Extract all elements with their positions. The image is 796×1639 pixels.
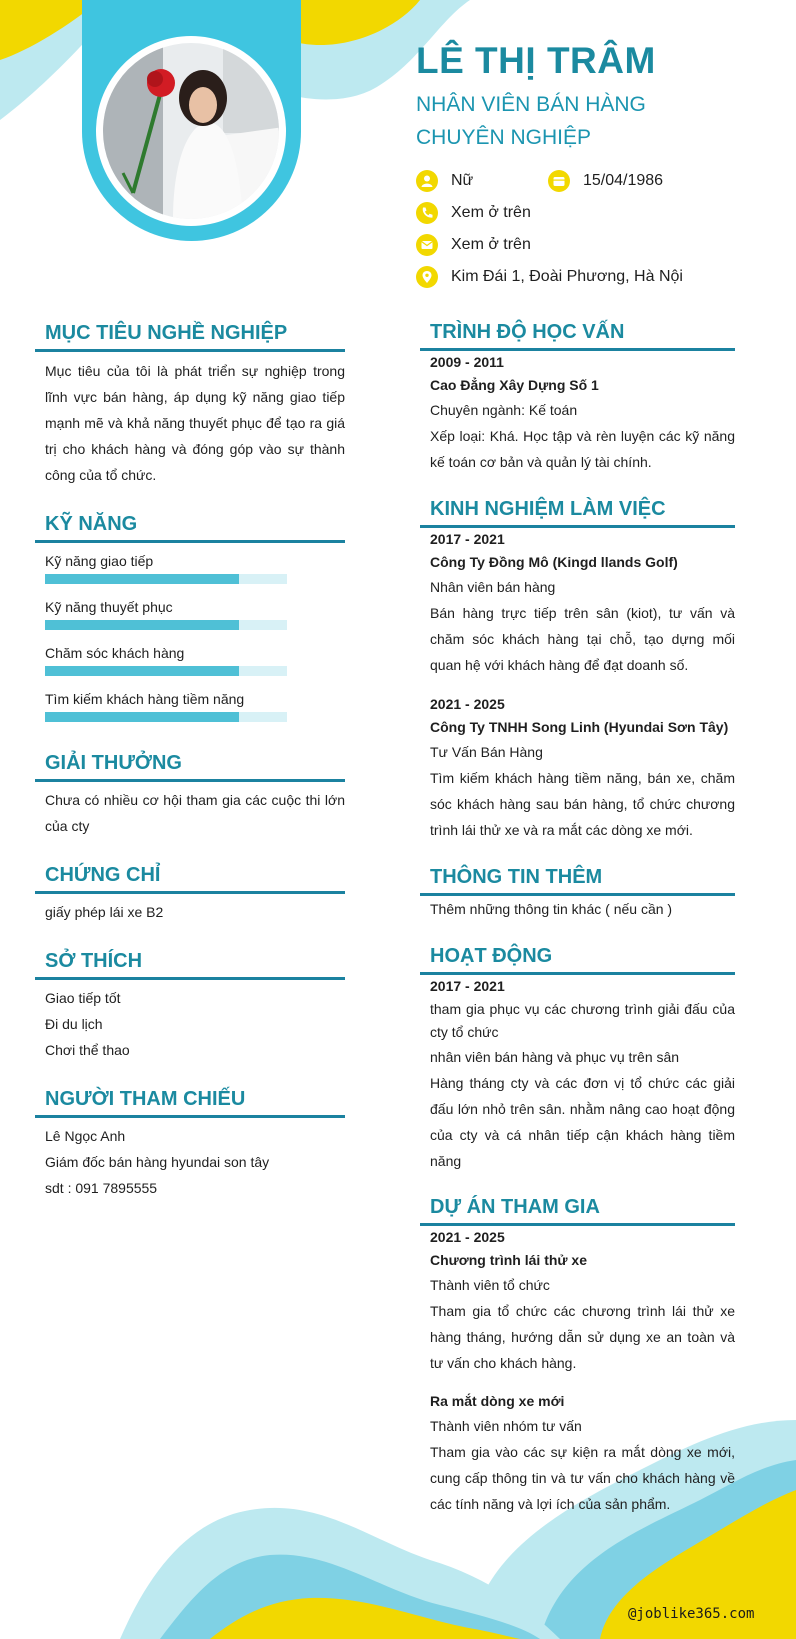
more-info-title: THÔNG TIN THÊM	[430, 866, 603, 888]
candidate-name: LÊ THỊ TRÂM	[416, 40, 656, 81]
mail-icon	[416, 234, 438, 256]
hobby-item: Đi du lịch	[45, 1016, 103, 1032]
experience-title: KINH NGHIỆM LÀM VIỆC	[430, 498, 666, 520]
activities-title: HOẠT ĐỘNG	[430, 945, 553, 967]
project-role: Thành viên nhóm tư vấn	[430, 1418, 582, 1434]
skill-label: Tìm kiếm khách hàng tiềm năng	[45, 691, 245, 707]
awards-rule	[35, 779, 345, 782]
objective-rule	[35, 349, 345, 352]
hobby-item: Giao tiếp tốt	[45, 990, 121, 1006]
education-period: 2009 - 2011	[430, 354, 504, 370]
experience-company: Công Ty TNHH Song Linh (Hyundai Sơn Tây)	[430, 719, 729, 735]
activity-name: tham gia phục vụ các chương trình giải đấu của cty tổ chức	[430, 1001, 735, 1040]
birthday-row	[548, 170, 663, 192]
birthday-value: 15/04/1986	[583, 172, 664, 189]
activity-description: Hàng tháng cty và các đơn vị tổ chức các giải đấu lớn nhỏ trên sân. nhằm nâng cao hoạt động của cty và cá nhân tiếp cận khách hàng tiềm năng	[430, 1075, 735, 1169]
project-role: Thành viên tổ chức	[430, 1277, 550, 1293]
profile-photo	[103, 43, 279, 219]
experience-period: 2021 - 2025	[430, 696, 505, 712]
activity-role: nhân viên bán hàng và phục vụ trên sân	[430, 1049, 680, 1065]
reference-name: Lê Ngọc Anh	[45, 1128, 126, 1144]
education-description: Xếp loại: Khá. Học tập và rèn luyện các kỹ năng kế toán cơ bản và quản lý tài chính.	[430, 428, 735, 470]
projects-rule	[420, 1223, 735, 1226]
reference-position: Giám đốc bán hàng hyundai son tây	[45, 1154, 270, 1170]
skill-bar-fill	[45, 712, 239, 722]
awards-text: Chưa có nhiều cơ hội tham gia các cuộc thi lớn của cty	[45, 792, 345, 834]
address-value: Kim Đái 1, Đoài Phương, Hà Nội	[451, 268, 683, 285]
skill-bar	[45, 712, 287, 722]
skill-label: Chăm sóc khách hàng	[45, 645, 185, 661]
projects-title: DỰ ÁN THAM GIA	[430, 1196, 600, 1218]
project-description: Tham gia vào các sự kiện ra mắt dòng xe mới, cung cấp thông tin và tư vấn cho khách hàng về các tính năng và lợi ích của sản phẩm.	[430, 1444, 735, 1512]
hobby-item: Chơi thể thao	[45, 1042, 130, 1058]
education-school: Cao Đẳng Xây Dựng Số 1	[430, 377, 599, 393]
phone-icon	[416, 202, 438, 224]
certificate-item: giấy phép lái xe B2	[45, 904, 164, 920]
job-title: NHÂN VIÊN BÁN HÀNG CHUYÊN NGHIỆP	[416, 93, 646, 149]
experience-description: Tìm kiếm khách hàng tiềm năng, bán xe, chăm sóc khách hàng sau bán hàng, tổ chức chương trình lái thử xe và ra mắt các dòng xe mới.	[430, 770, 735, 838]
skill-bar-fill	[45, 666, 239, 676]
objective-text: Mục tiêu của tôi là phát triển sự nghiệp trong lĩnh vực bán hàng, áp dụng kỹ năng giao tiếp mạnh mẽ và khả năng thuyết phục để tạo ra giá trị cho khách hàng và đóng góp vào sự thành công của tổ chức.	[45, 363, 345, 483]
project-period: 2021 - 2025	[430, 1229, 505, 1245]
skill-label: Kỹ năng giao tiếp	[45, 553, 154, 569]
email-row	[416, 234, 531, 256]
more-info-rule	[420, 893, 735, 896]
experience-role: Nhân viên bán hàng	[430, 579, 556, 595]
skill-bar-fill	[45, 574, 239, 584]
objective-title: MỤC TIÊU NGHỀ NGHIỆP	[45, 322, 288, 344]
gender-row	[416, 170, 473, 192]
email-value: Xem ở trên	[451, 236, 531, 253]
experience-role: Tư Vấn Bán Hàng	[430, 744, 543, 760]
phone-row	[416, 202, 531, 224]
references-rule	[35, 1115, 345, 1118]
experience-rule	[420, 525, 735, 528]
location-pin-icon	[416, 266, 438, 288]
certificates-title: CHỨNG CHỈ	[45, 864, 161, 886]
experience-period: 2017 - 2021	[430, 531, 505, 547]
user-icon	[416, 170, 438, 192]
project-name: Chương trình lái thử xe	[430, 1252, 588, 1268]
hobbies-title: SỞ THÍCH	[45, 950, 143, 972]
skill-bar	[45, 574, 287, 584]
phone-value: Xem ở trên	[451, 204, 531, 221]
awards-title: GIẢI THƯỞNG	[45, 752, 182, 774]
references-title: NGƯỜI THAM CHIẾU	[45, 1088, 246, 1110]
reference-phone: sdt : 091 7895555	[45, 1180, 158, 1196]
watermark: @joblike365.com	[628, 1606, 755, 1622]
activities-rule	[420, 972, 735, 975]
project-description: Tham gia tổ chức các chương trình lái thử xe hàng tháng, hướng dẫn sử dụng xe an toàn và tư vấn cho khách hàng.	[430, 1303, 735, 1371]
skills-rule	[35, 540, 345, 543]
education-title: TRÌNH ĐỘ HỌC VẤN	[430, 321, 625, 343]
activity-period: 2017 - 2021	[430, 978, 505, 994]
skill-bar	[45, 666, 287, 676]
skill-bar-fill	[45, 620, 239, 630]
certificates-rule	[35, 891, 345, 894]
calendar-icon	[548, 170, 570, 192]
skills-title: KỸ NĂNG	[45, 513, 138, 535]
education-major: Chuyên ngành: Kế toán	[430, 402, 578, 418]
project-name: Ra mắt dòng xe mới	[430, 1393, 565, 1409]
skill-label: Kỹ năng thuyết phục	[45, 599, 173, 615]
address-row	[416, 266, 683, 288]
more-info-text: Thêm những thông tin khác ( nếu cần )	[430, 901, 673, 917]
education-rule	[420, 348, 735, 351]
experience-company: Công Ty Đồng Mô (Kingd llands Golf)	[430, 554, 678, 570]
experience-description: Bán hàng trực tiếp trên sân (kiot), tư vấn và chăm sóc khách hàng tại chỗ, tạo dựng mối quan hệ với khách hàng để đạt doanh số.	[430, 605, 735, 673]
gender-value: Nữ	[451, 172, 474, 189]
hobbies-rule	[35, 977, 345, 980]
skill-bar	[45, 620, 287, 630]
